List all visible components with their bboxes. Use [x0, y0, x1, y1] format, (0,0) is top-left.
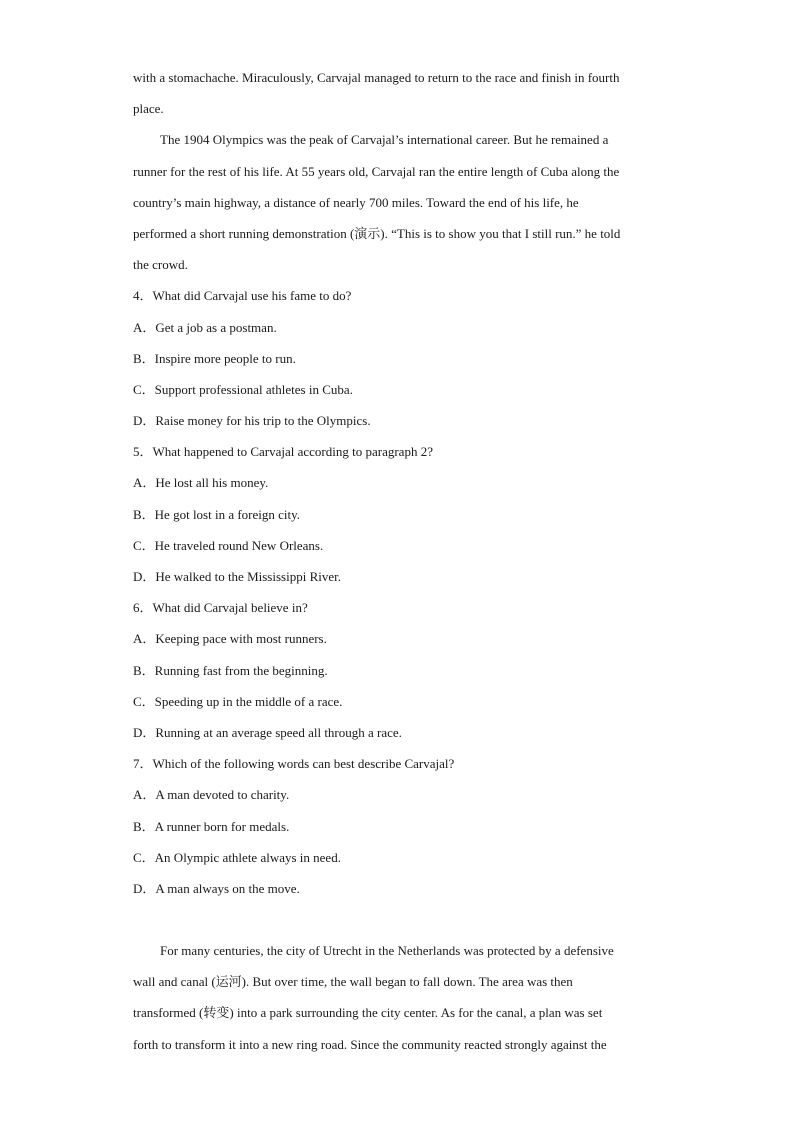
option-a: A．Keeping pace with most runners.: [133, 631, 327, 647]
option-b: B．A runner born for medals.: [133, 818, 290, 834]
next-passage: [133, 935, 673, 1060]
text-line: transformed (转变) into a park surrounding the city center. As for the canal, a plan was set: [133, 1005, 603, 1021]
question-7: [133, 748, 673, 904]
option-d: D．A man always on the move.: [133, 880, 300, 896]
text-line: performed a short running demonstration (演示). “This is to show you that I still run.” he told: [133, 225, 621, 241]
section-spacer: [133, 904, 673, 935]
option-c: C．An Olympic athlete always in need.: [133, 849, 341, 865]
option-d: D．Raise money for his trip to the Olympics.: [133, 413, 371, 429]
passage-final-paragraph: [133, 124, 673, 280]
option-b: B．Running fast from the beginning.: [133, 662, 328, 678]
page-content: [133, 62, 673, 1060]
option-b: B．Inspire more people to run.: [133, 350, 296, 366]
paragraph-first-line: For many centuries, the city of Utrecht in the Netherlands was protected by a defensive: [160, 943, 614, 959]
text-line: with a stomachache. Miraculously, Carvajal managed to return to the race and finish in fourth: [133, 70, 620, 85]
question-4: [133, 280, 673, 436]
option-d: D．He walked to the Mississippi River.: [133, 569, 341, 584]
option-a: A．Get a job as a postman.: [133, 319, 277, 335]
text-line: the crowd.: [133, 257, 188, 273]
option-d: D．Running at an average speed all through a race.: [133, 724, 402, 740]
question-stem: 5．What happened to Carvajal according to paragraph 2?: [133, 444, 433, 460]
question-5: [133, 436, 673, 592]
option-b: B．He got lost in a foreign city.: [133, 506, 301, 522]
option-a: A．He lost all his money.: [133, 475, 269, 491]
question-6: [133, 592, 673, 748]
text-line: forth to transform it into a new ring road. Since the community reacted strongly against the: [133, 1036, 607, 1052]
question-stem: 6．What did Carvajal believe in?: [133, 600, 308, 616]
text-line: runner for the rest of his life. At 55 years old, Carvajal ran the entire length of Cuba along the: [133, 163, 620, 179]
passage-continuation: [133, 62, 673, 124]
paragraph-first-line: The 1904 Olympics was the peak of Carvajal’s international career. But he remained a: [160, 132, 609, 148]
option-c: C．He traveled round New Orleans.: [133, 537, 324, 553]
text-line: country’s main highway, a distance of nearly 700 miles. Toward the end of his life, he: [133, 194, 579, 210]
question-stem: 4．What did Carvajal use his fame to do?: [133, 288, 352, 304]
option-c: C．Support professional athletes in Cuba.: [133, 381, 353, 397]
text-line: place.: [133, 101, 164, 117]
question-stem: 7．Which of the following words can best describe Carvajal?: [133, 756, 455, 772]
option-c: C．Speeding up in the middle of a race.: [133, 693, 343, 709]
text-line: wall and canal (运河). But over time, the wall began to fall down. The area was then: [133, 974, 573, 990]
option-a: A．A man devoted to charity.: [133, 787, 290, 803]
